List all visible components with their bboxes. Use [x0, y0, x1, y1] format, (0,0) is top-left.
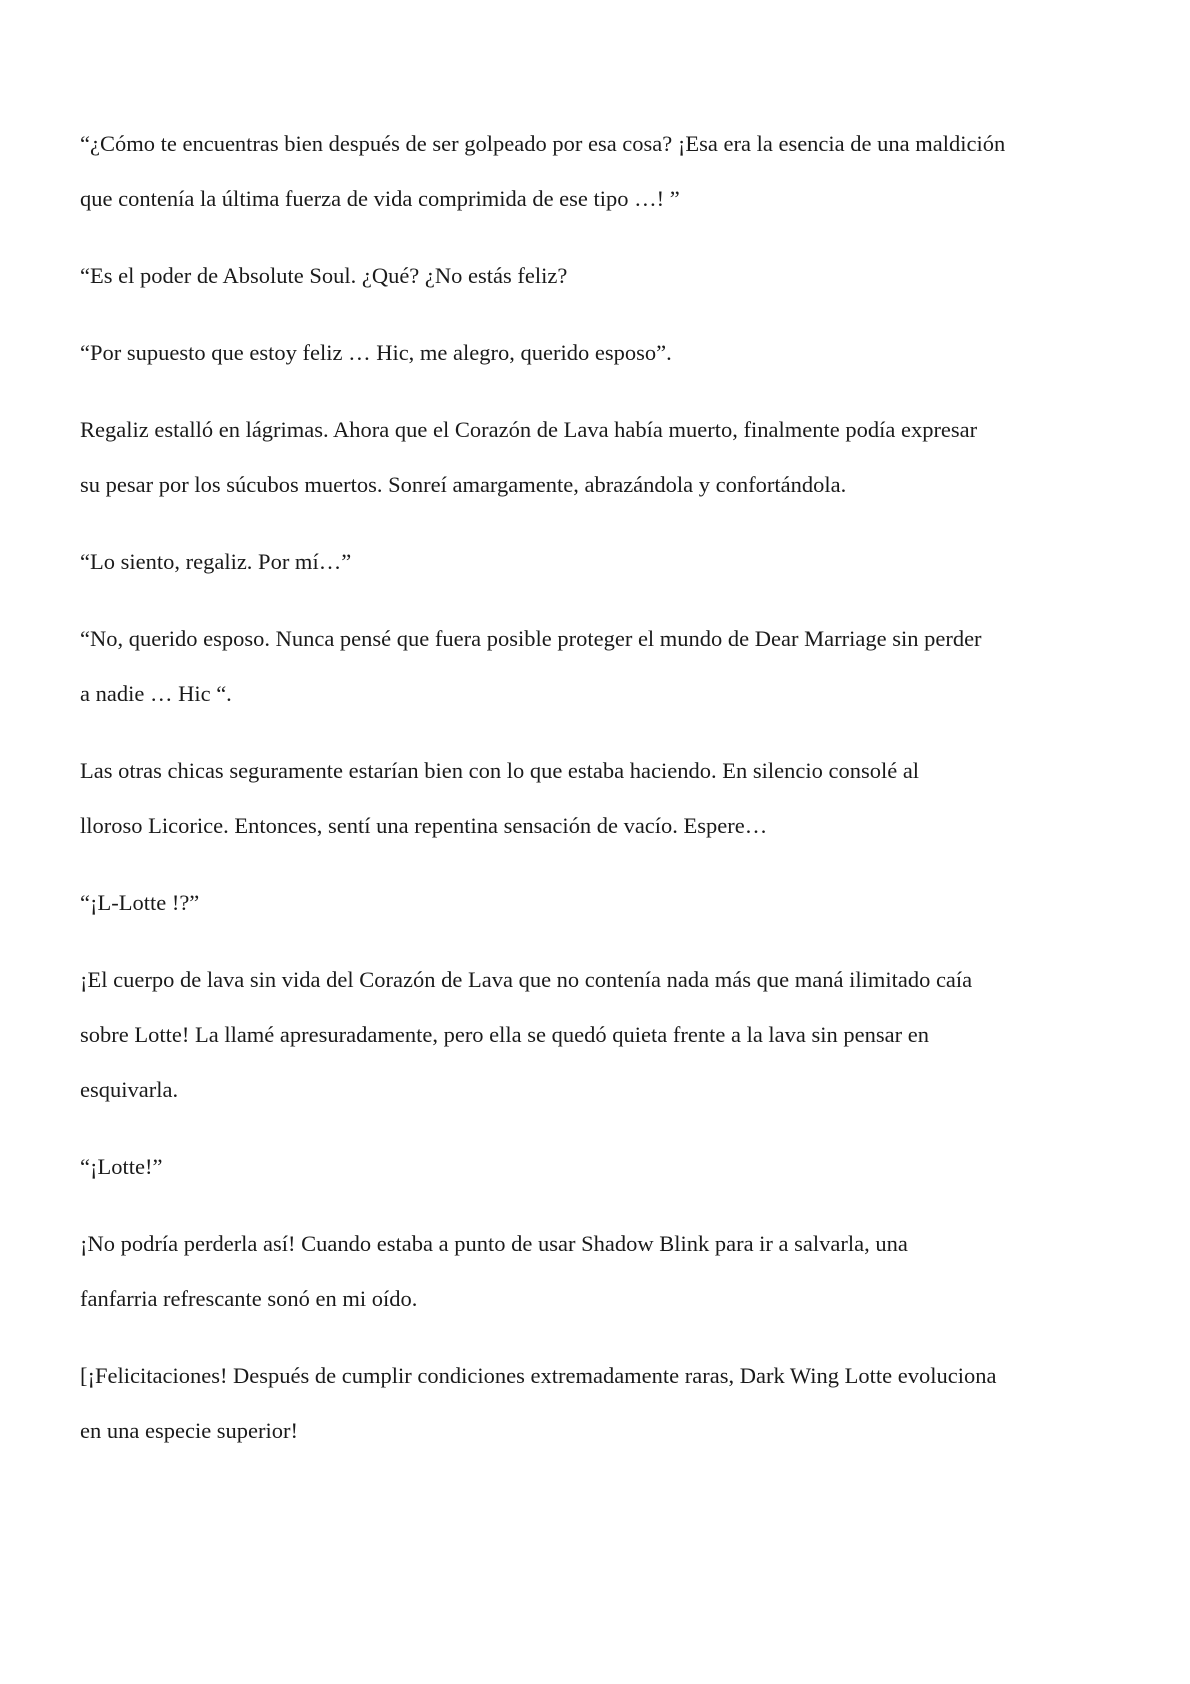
text-line: Las otras chicas seguramente estarían bien con lo que estaba haciendo. En silencio consolé al	[80, 758, 920, 783]
paragraph-12	[80, 1348, 1120, 1458]
text-line: esquivarla.	[80, 1077, 179, 1102]
text-line: fanfarria refrescante sonó en mi oído.	[80, 1286, 418, 1311]
text-line: [¡Felicitaciones! Después de cumplir condiciones extremadamente raras, Dark Wing Lotte evoluciona	[80, 1363, 997, 1388]
paragraph-2	[80, 248, 1120, 303]
text-line: su pesar por los súcubos muertos. Sonreí amargamente, abrazándola y confortándola.	[80, 472, 847, 497]
paragraph-8	[80, 875, 1120, 930]
text-line: a nadie … Hic “.	[80, 681, 232, 706]
paragraph-11	[80, 1216, 1120, 1326]
paragraph-10	[80, 1139, 1120, 1194]
document-body	[80, 116, 1120, 1480]
text-line: ¡El cuerpo de lava sin vida del Corazón de Lava que no contenía nada más que maná ilimitado caía	[80, 967, 973, 992]
paragraph-5	[80, 534, 1120, 589]
text-line: lloroso Licorice. Entonces, sentí una repentina sensación de vacío. Espere…	[80, 813, 768, 838]
text-line: “Es el poder de Absolute Soul. ¿Qué? ¿No estás feliz?	[80, 263, 568, 288]
text-line: sobre Lotte! La llamé apresuradamente, pero ella se quedó quieta frente a la lava sin pensar en	[80, 1022, 929, 1047]
paragraph-7	[80, 743, 1120, 853]
text-line: que contenía la última fuerza de vida comprimida de ese tipo …! ”	[80, 186, 680, 211]
text-line: “Lo siento, regaliz. Por mí…”	[80, 549, 352, 574]
text-line: “Por supuesto que estoy feliz … Hic, me alegro, querido esposo”.	[80, 340, 672, 365]
text-line: en una especie superior!	[80, 1418, 299, 1443]
text-line: “¡L-Lotte !?”	[80, 890, 200, 915]
text-line: “No, querido esposo. Nunca pensé que fuera posible proteger el mundo de Dear Marriage sin perder	[80, 626, 982, 651]
paragraph-9	[80, 952, 1120, 1117]
paragraph-3	[80, 325, 1120, 380]
text-line: Regaliz estalló en lágrimas. Ahora que el Corazón de Lava había muerto, finalmente podía expresar	[80, 417, 978, 442]
text-line: ¡No podría perderla así! Cuando estaba a punto de usar Shadow Blink para ir a salvarla, una	[80, 1231, 908, 1256]
paragraph-6	[80, 611, 1120, 721]
paragraph-1	[80, 116, 1120, 226]
text-line: “¿Cómo te encuentras bien después de ser golpeado por esa cosa? ¡Esa era la esencia de una maldición	[80, 131, 1006, 156]
paragraph-4	[80, 402, 1120, 512]
text-line: “¡Lotte!”	[80, 1154, 163, 1179]
